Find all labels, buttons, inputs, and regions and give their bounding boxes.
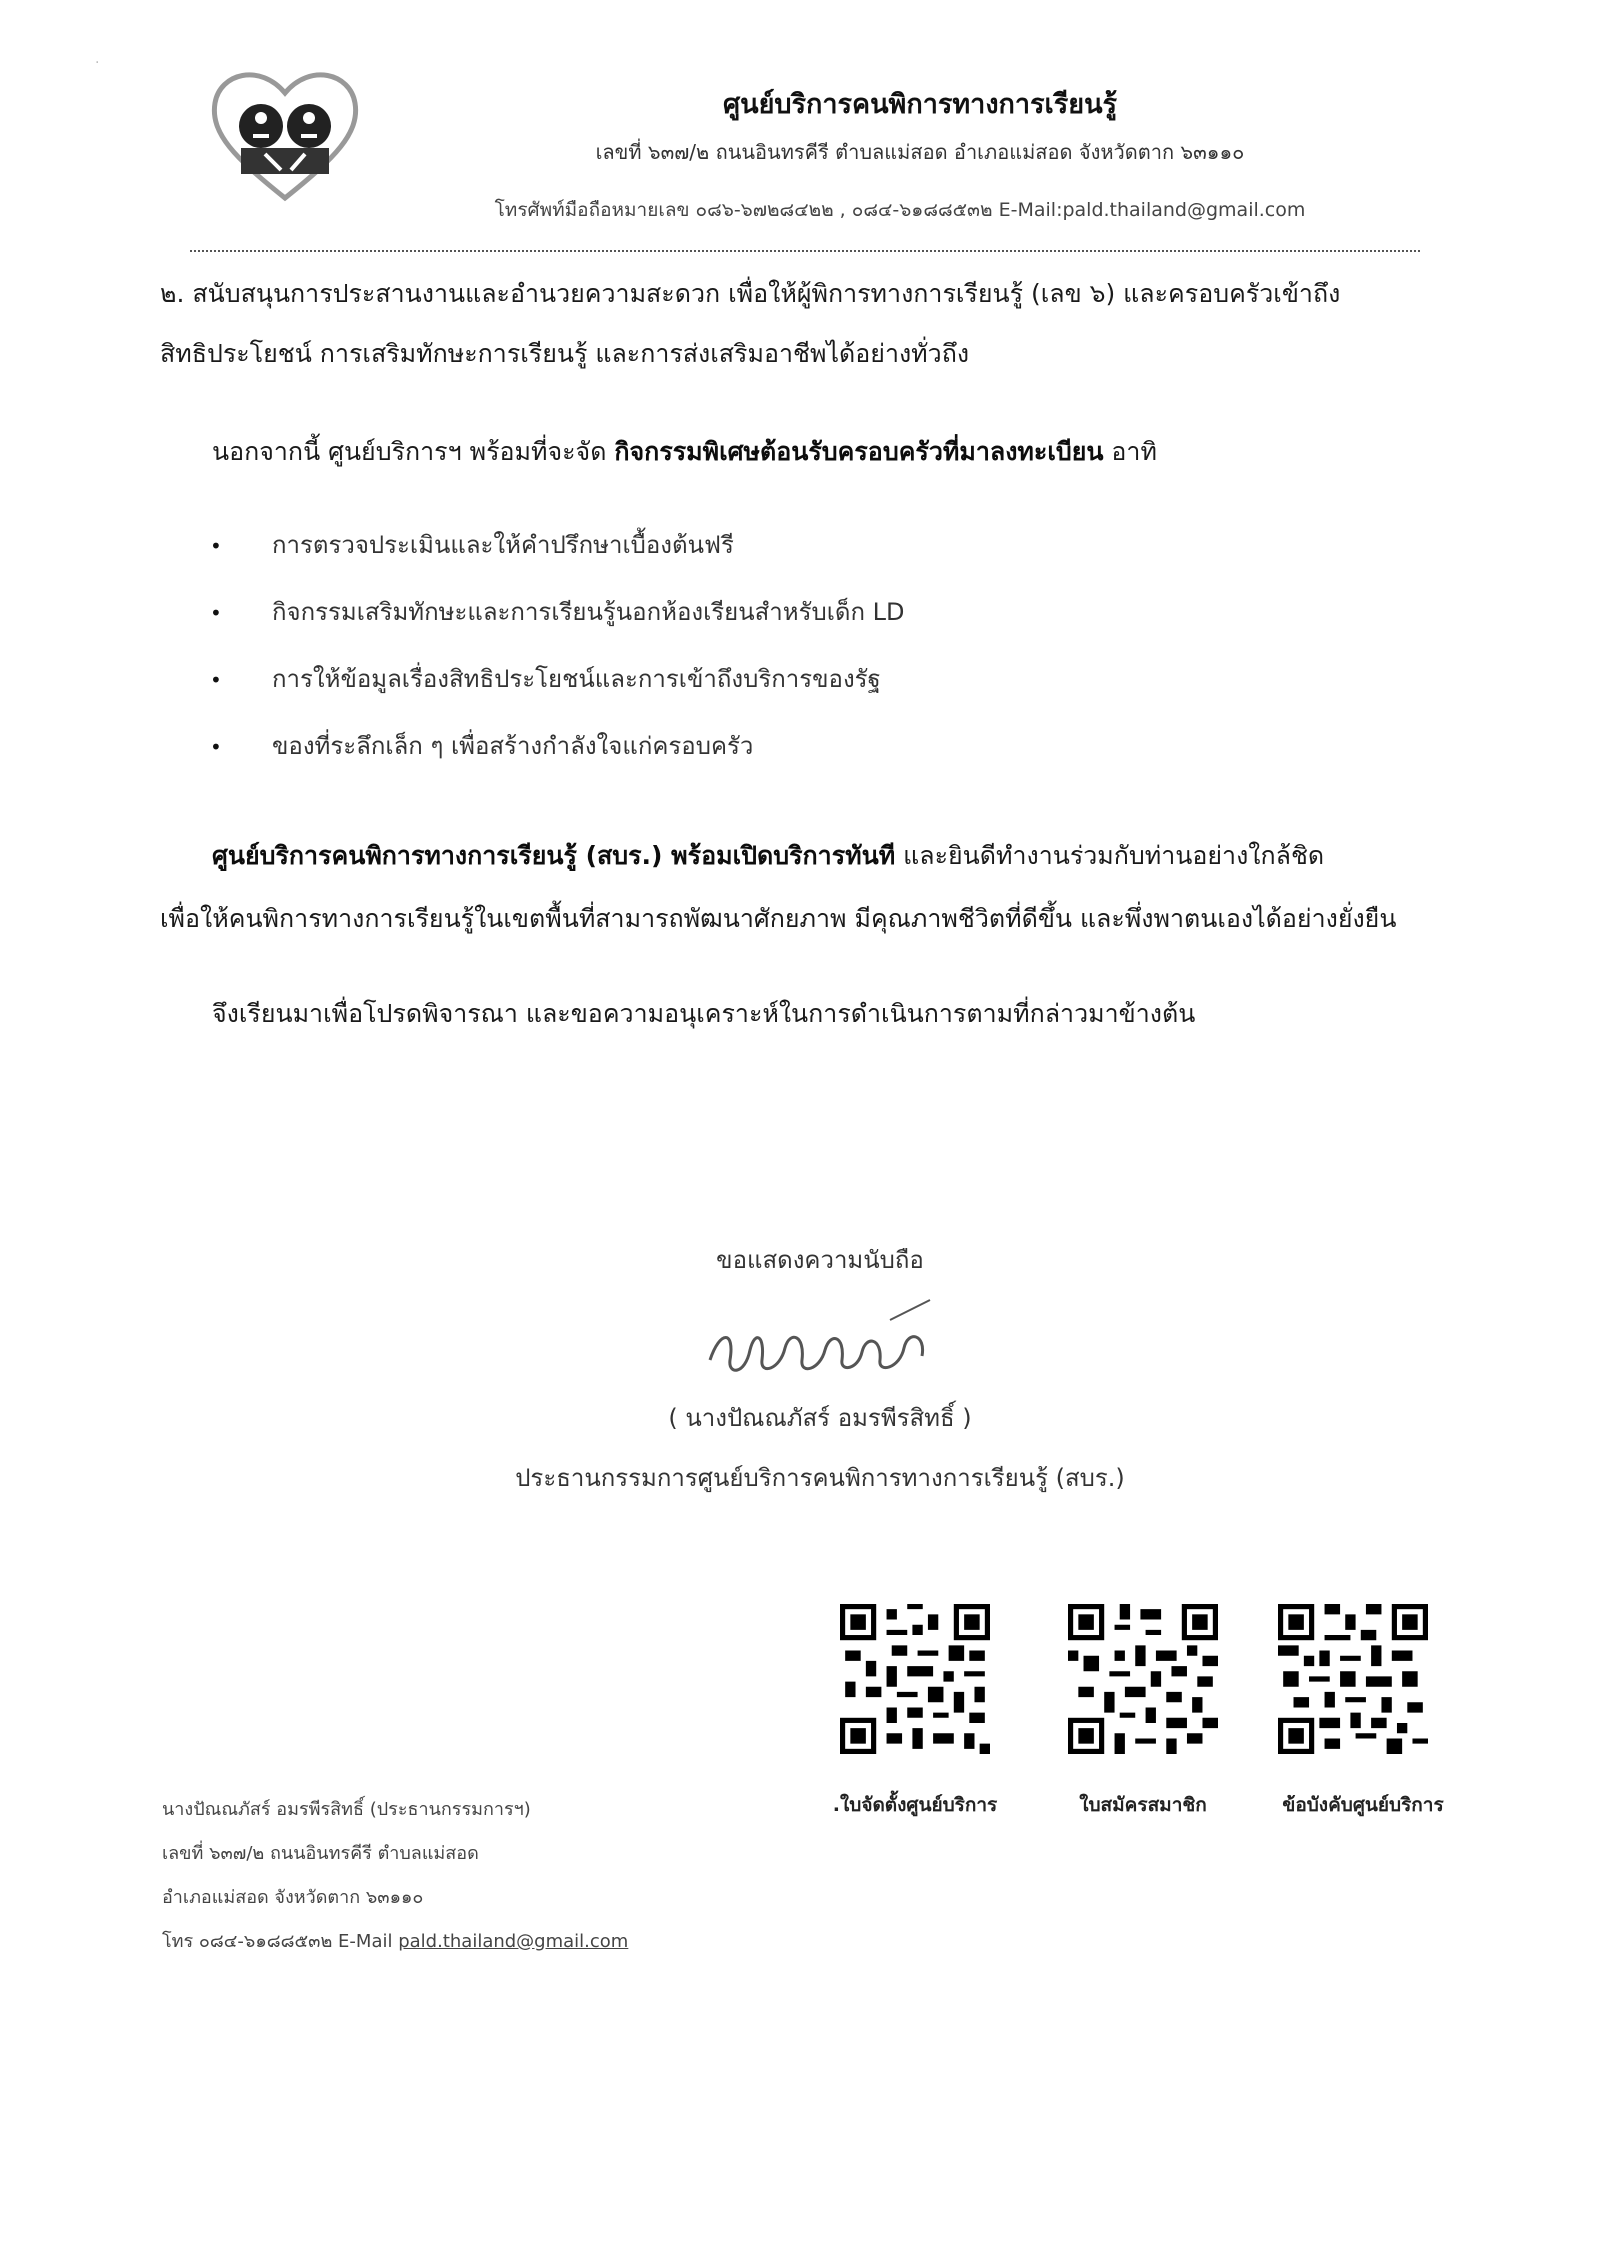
item-2-line-1: ๒. สนับสนุนการประสานงานและอำนวยความสะดวก เพื่อให้ผู้พิการทางการเรียนรู้ (เลข ๖) และครอบครัวเข้าถึง [160, 279, 1341, 308]
bullet-icon: • [210, 668, 222, 692]
service-ready-line-1 [212, 832, 1324, 880]
bullet-icon: • [210, 601, 222, 625]
list-item-text: กิจกรรมเสริมทักษะและการเรียนรู้นอกห้องเรียนสำหรับเด็ก LD [272, 598, 905, 626]
activities-prefix: นอกจากนี้ ศูนย์บริการฯ พร้อมที่จะจัด [212, 437, 615, 466]
service-ready-bold: ศูนย์บริการคนพิการทางการเรียนรู้ (สบร.) พร้อมเปิดบริการทันที [212, 841, 896, 870]
footer-email-link[interactable]: pald.thailand@gmail.com [398, 1931, 629, 1952]
footer-address-1: เลขที่ ๖๓๗/๒ ถนนอินทรคีรี ตำบลแม่สอด [162, 1843, 479, 1864]
footer-phone: โทร ๐๘๔-๖๑๘๘๕๓๒ E-Mail [162, 1931, 393, 1952]
signer-title: ประธานกรรมการศูนย์บริการคนพิการทางการเรียนรู้ (สบร.) [515, 1464, 1125, 1492]
organization-title: ศูนย์บริการคนพิการทางการเรียนรู้ [722, 89, 1118, 120]
list-item [210, 587, 905, 654]
activities-intro [212, 428, 1157, 476]
qr-label-membership: ใบสมัครสมาชิก [1079, 1794, 1207, 1816]
footer-contact [162, 1926, 628, 1955]
organization-logo [205, 58, 365, 208]
footer-address-2: อำเภอแม่สอด จังหวัดตาก ๖๓๑๑๐ [162, 1887, 424, 1908]
qr-code-regulations[interactable] [1278, 1604, 1428, 1754]
list-item-text: การให้ข้อมูลเรื่องสิทธิประโยชน์และการเข้าถึงบริการของรัฐ [272, 665, 881, 693]
closing-salutation: ขอแสดงความนับถือ [716, 1246, 924, 1274]
organization-address: เลขที่ ๖๓๗/๒ ถนนอินทรคีรี ตำบลแม่สอด อำเภอแม่สอด จังหวัดตาก ๖๓๑๑๐ [595, 140, 1245, 164]
qr-code-establishment[interactable] [840, 1604, 990, 1754]
qr-label-regulations: ข้อบังคับศูนย์บริการ [1282, 1794, 1444, 1816]
activities-suffix: อาทิ [1103, 437, 1157, 466]
bullet-icon: • [210, 534, 222, 558]
qr-code-membership[interactable] [1068, 1604, 1218, 1754]
item-2-line-2: สิทธิประโยชน์ การเสริมทักษะการเรียนรู้ และการส่งเสริมอาชีพได้อย่างทั่วถึง [160, 339, 970, 368]
activities-bold: กิจกรรมพิเศษต้อนรับครอบครัวที่มาลงทะเบียน [614, 437, 1104, 466]
signer-name: ( นางปัณณภัสร์ อมรพีรสิทธิ์ ) [668, 1404, 972, 1432]
list-item [210, 721, 905, 788]
service-ready-rest: และยินดีทำงานร่วมกับท่านอย่างใกล้ชิด [895, 841, 1325, 870]
header-divider [190, 250, 1420, 252]
bullet-icon: • [210, 735, 222, 759]
list-item-text: การตรวจประเมินและให้คำปรึกษาเบื้องต้นฟรี [272, 531, 734, 559]
qr-label-establishment: .ใบจัดตั้งศูนย์บริการ [832, 1794, 998, 1816]
list-item-text: ของที่ระลึกเล็ก ๆ เพื่อสร้างกำลังใจแก่ครอบครัว [272, 732, 754, 760]
activities-list [210, 520, 905, 788]
footer-name: นางปัณณภัสร์ อมรพีรสิทธิ์ (ประธานกรรมการฯ) [162, 1799, 531, 1820]
organization-contact: โทรศัพท์มือถือหมายเลข ๐๘๖-๖๗๒๘๔๒๒ , ๐๘๔-๖๑๘๘๕๓๒ E-Mail:pald.thailand@gmail.com [494, 199, 1306, 221]
handwritten-signature [690, 1290, 950, 1390]
scan-mark: · [95, 55, 100, 71]
list-item [210, 654, 905, 721]
service-ready-line-2: เพื่อให้คนพิการทางการเรียนรู้ในเขตพื้นที่สามารถพัฒนาศักยภาพ มีคุณภาพชีวิตที่ดีขึ้น และพึ่งพาตนเองได้อย่างยั่งยืน [160, 904, 1397, 933]
request-paragraph: จึงเรียนมาเพื่อโปรดพิจารณา และขอความอนุเคราะห์ในการดำเนินการตามที่กล่าวมาข้างต้น [212, 999, 1196, 1028]
list-item [210, 520, 905, 587]
